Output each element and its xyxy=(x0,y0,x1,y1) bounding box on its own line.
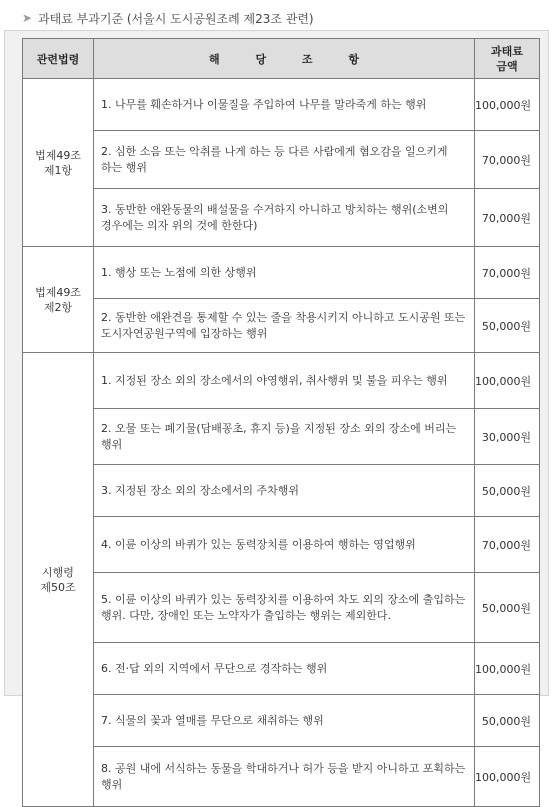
column-header-law: 관련법령 xyxy=(23,39,94,79)
description-cell: 2. 심한 소음 또는 악취를 나게 하는 등 다른 사람에게 혐오감을 일으키게 하는 행위 xyxy=(94,131,475,189)
description-cell: 3. 동반한 애완동물의 배설물을 수거하지 아니하고 방치하는 행위(소변의 경우에는 의자 위의 것에 한한다) xyxy=(94,189,475,247)
column-header-description: 해 당 조 항 xyxy=(94,39,475,79)
description-cell: 7. 식물의 꽃과 열매를 무단으로 채취하는 행위 xyxy=(94,695,475,747)
fee-cell: 100,000원 xyxy=(475,747,540,807)
column-header-fee xyxy=(475,39,540,79)
table-row xyxy=(23,695,540,747)
law-line2: 제2항 xyxy=(43,300,73,314)
table-row xyxy=(23,465,540,517)
fee-cell: 30,000원 xyxy=(475,409,540,465)
fee-table xyxy=(22,38,540,807)
description-cell: 1. 나무를 훼손하거나 이물질을 주입하여 나무를 말라죽게 하는 행위 xyxy=(94,79,475,131)
column-header-fee-line1: 과태료 xyxy=(491,44,523,58)
table-row xyxy=(23,131,540,189)
fee-cell: 70,000원 xyxy=(475,517,540,573)
section-title: 과태료 부과기준 (서울시 도시공원조례 제23조 관련) xyxy=(38,11,314,26)
table-row xyxy=(23,189,540,247)
table-row xyxy=(23,573,540,643)
description-cell: 1. 행상 또는 노점에 의한 상행위 xyxy=(94,247,475,299)
table-row xyxy=(23,643,540,695)
law-line1: 법제49조 xyxy=(35,148,81,162)
description-cell: 8. 공원 내에 서식하는 동물을 학대하거나 허가 등을 받지 아니하고 포획하는 행위 xyxy=(94,747,475,807)
table-row xyxy=(23,409,540,465)
description-cell: 2. 동반한 애완견을 통제할 수 있는 줄을 착용시키지 아니하고 도시공원 또는 도시자연공원구역에 입장하는 행위 xyxy=(94,299,475,353)
fee-cell: 50,000원 xyxy=(475,573,540,643)
description-cell: 6. 전·답 외의 지역에서 무단으로 경작하는 행위 xyxy=(94,643,475,695)
law-line2: 제1항 xyxy=(43,163,73,177)
table-row xyxy=(23,299,540,353)
fee-cell: 100,000원 xyxy=(475,643,540,695)
fee-cell: 70,000원 xyxy=(475,247,540,299)
fee-cell: 50,000원 xyxy=(475,465,540,517)
law-cell-group-1 xyxy=(23,79,94,247)
law-line2: 제50조 xyxy=(40,580,76,594)
fee-cell: 50,000원 xyxy=(475,299,540,353)
description-cell: 5. 이륜 이상의 바퀴가 있는 동력장치를 이용하여 차도 외의 장소에 출입하는 행위. 다만, 장애인 또는 노약자가 출입하는 행위는 제외한다. xyxy=(94,573,475,643)
fee-cell: 100,000원 xyxy=(475,353,540,409)
law-line1: 시행령 xyxy=(42,565,74,579)
table-row xyxy=(23,79,540,131)
description-cell: 2. 오물 또는 폐기물(담배꽁초, 휴지 등)을 지정된 장소 외의 장소에 버리는 행위 xyxy=(94,409,475,465)
law-cell-group-2 xyxy=(23,247,94,353)
law-cell-group-3 xyxy=(23,353,94,807)
table-header-row xyxy=(23,39,540,79)
section-heading xyxy=(22,7,314,29)
description-cell: 1. 지정된 장소 외의 장소에서의 야영행위, 취사행위 및 불을 피우는 행위 xyxy=(94,353,475,409)
column-header-fee-line2: 금액 xyxy=(496,59,518,73)
fee-cell: 50,000원 xyxy=(475,695,540,747)
description-cell: 4. 이륜 이상의 바퀴가 있는 동력장치를 이용하여 행하는 영업행위 xyxy=(94,517,475,573)
fee-cell: 100,000원 xyxy=(475,79,540,131)
fee-cell: 70,000원 xyxy=(475,189,540,247)
law-line1: 법제49조 xyxy=(35,285,81,299)
description-cell: 3. 지정된 장소 외의 장소에서의 주차행위 xyxy=(94,465,475,517)
table-row xyxy=(23,517,540,573)
arrow-right-icon: ➤ xyxy=(22,11,33,25)
table-row xyxy=(23,353,540,409)
fee-cell: 70,000원 xyxy=(475,131,540,189)
table-row xyxy=(23,747,540,807)
table-row xyxy=(23,247,540,299)
